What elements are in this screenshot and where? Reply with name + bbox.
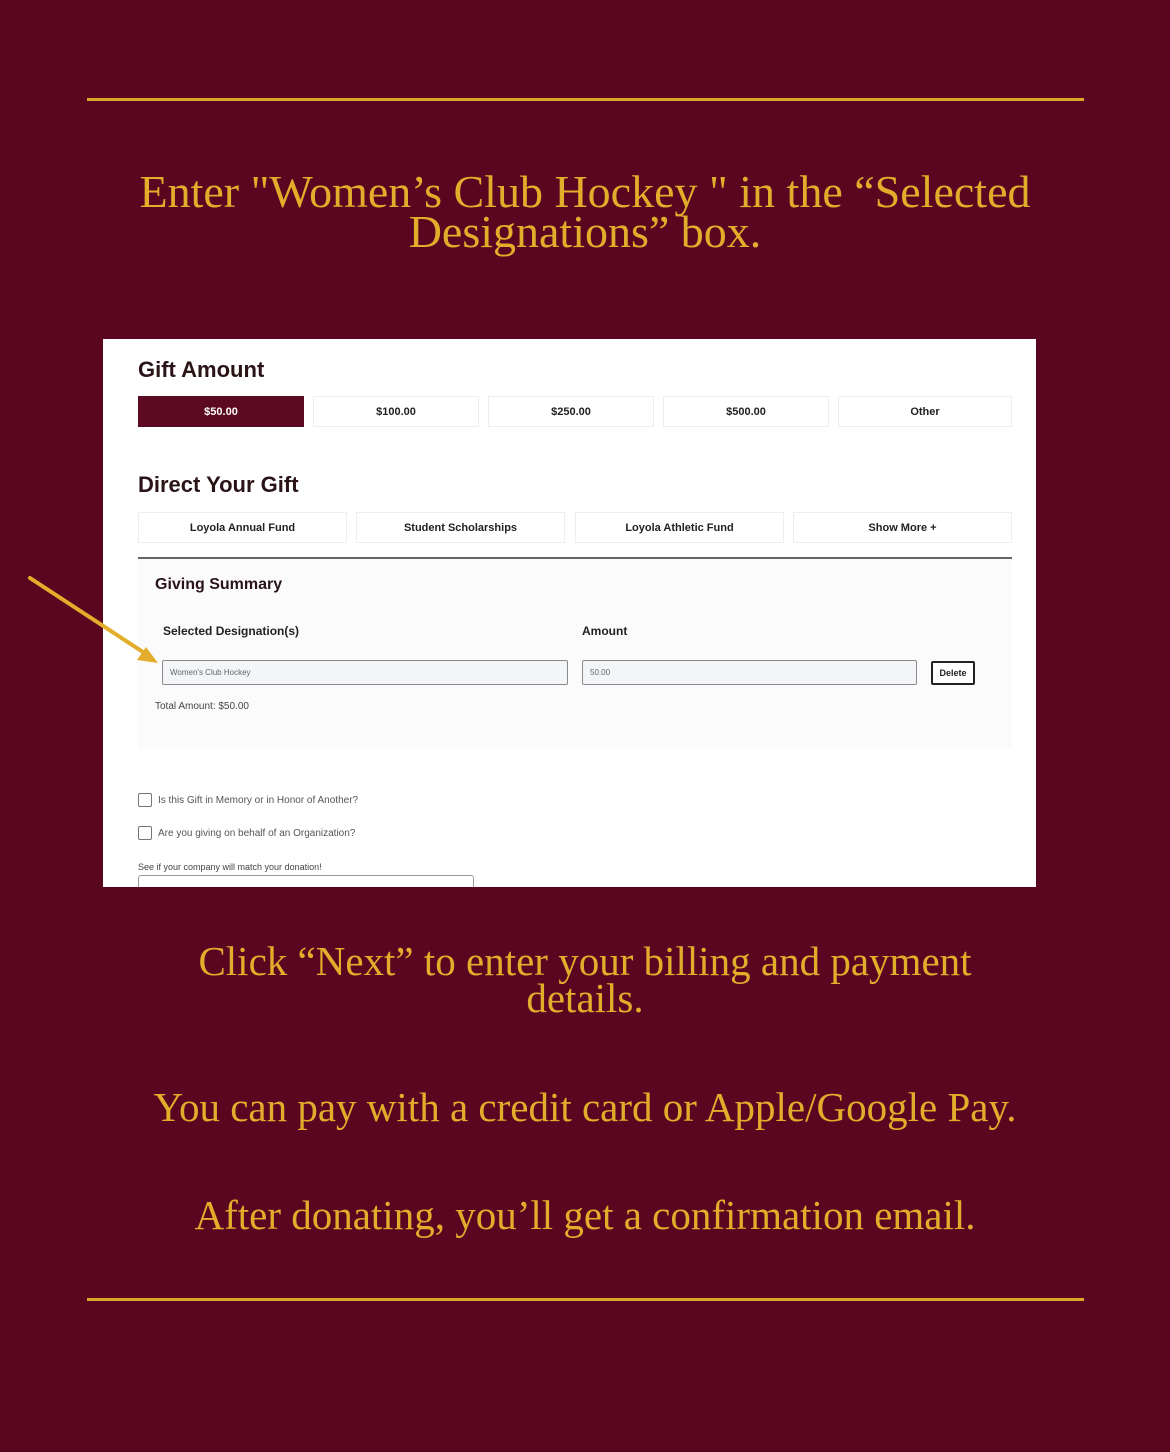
fund-loyola-annual[interactable]: Loyola Annual Fund xyxy=(138,512,347,543)
amount-label: Amount xyxy=(582,624,628,638)
total-amount: Total Amount: $50.00 xyxy=(155,701,249,712)
fund-loyola-athletic[interactable]: Loyola Athletic Fund xyxy=(575,512,784,543)
next-instruction xyxy=(60,938,1110,1021)
giving-summary-title: Giving Summary xyxy=(155,576,283,593)
designation-label: Selected Designation(s) xyxy=(163,624,300,638)
show-more-button[interactable]: Show More + xyxy=(793,512,1012,543)
instruction-line-2: Designations” box. xyxy=(408,206,762,257)
designation-field[interactable]: Women's Club Hockey xyxy=(162,660,568,685)
company-match-text: See if your company will match your donation! xyxy=(138,862,322,872)
amount-button-100[interactable]: $100.00 xyxy=(313,396,479,427)
memory-label: Is this Gift in Memory or in Honor of Another? xyxy=(158,794,359,806)
amount-button-500[interactable]: $500.00 xyxy=(663,396,829,427)
amount-button-50[interactable]: $50.00 xyxy=(138,396,304,427)
payment-instruction: You can pay with a credit card or Apple/Google Pay. xyxy=(153,1084,1017,1130)
next-line-1: Click “Next” to enter your billing and payment xyxy=(198,938,972,984)
instruction-line-1: Enter "Women’s Club Hockey " in the “Selected xyxy=(139,166,1031,217)
delete-button[interactable]: Delete xyxy=(931,661,975,685)
fund-student-scholarships[interactable]: Student Scholarships xyxy=(356,512,565,543)
direct-gift-title: Direct Your Gift xyxy=(138,472,299,497)
email-instruction: After donating, you’ll get a confirmation email. xyxy=(194,1192,976,1238)
organization-label: Are you giving on behalf of an Organization? xyxy=(158,827,356,839)
next-line-2: details. xyxy=(526,975,644,1021)
gift-amount-title: Gift Amount xyxy=(138,357,265,382)
amount-field[interactable]: 50.00 xyxy=(582,660,917,685)
bottom-divider xyxy=(87,1298,1084,1301)
amount-button-other[interactable]: Other xyxy=(838,396,1012,427)
amount-button-250[interactable]: $250.00 xyxy=(488,396,654,427)
